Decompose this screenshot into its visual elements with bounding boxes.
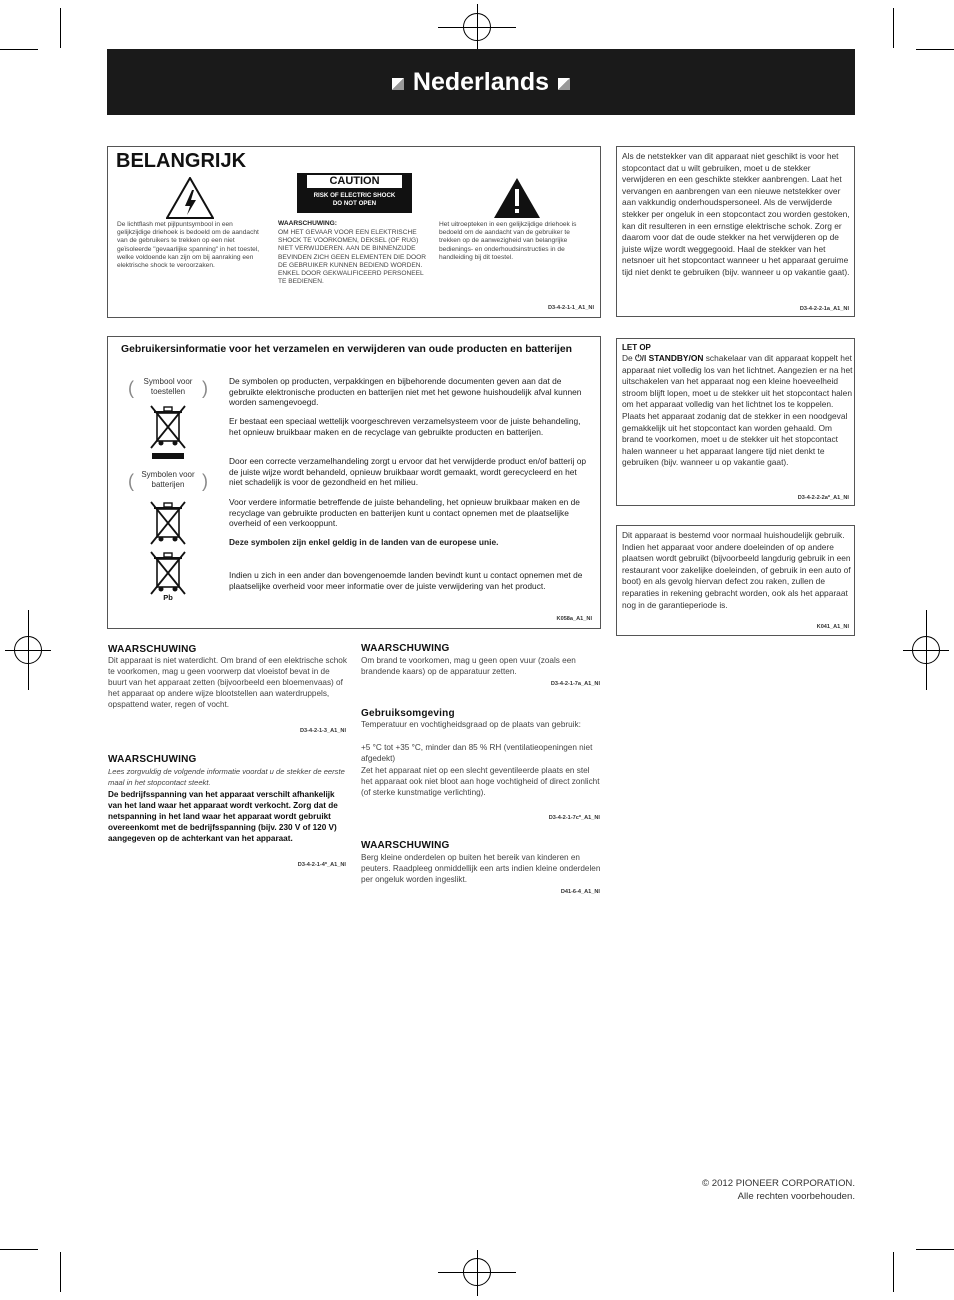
copyright-line: © 2012 PIONEER CORPORATION. [702,1178,855,1189]
reference-code: D3-4-2-1-7a_A1_Nl [550,681,600,687]
crossed-bin-icon [148,499,188,545]
warning-description: OM HET GEVAAR VOOR EEN ELEKTRISCHE SHOCK TE VOORKOMEN, DEKSEL (OF RUG) NIET VERWIJDEREN. AAN DE BINNENZIJDE BEVINDEN ZICH GEEN ELEMENTEN DIE DOOR DE GEBRUIKER KUNNEN BEDIEND WORDEN. ENKEL DOOR GEKWALIFICEERD PERSONEEL TE BEDIENEN. [278,229,427,286]
language-banner [107,49,855,115]
batteries-symbol-label: ( Symbolen voor batterijen ) [128,470,208,491]
recycling-paragraph-6: Indien u zich in een ander dan bovengenoemde landen bevindt kunt u contact opnemen met de plaatselijke overheid voor meer informatie over de juiste verwijdering van het product. [229,570,583,591]
rights-line: Alle rechten voorbehouden. [737,1191,855,1202]
lightning-description: De lichtflash met pijlpuntsymbool in een gelijkzijdige driehoek is bedoeld om de aandacht van de gebruikers te trekken op een niet geïsoleerde "gevaarlijke spanning" in het toestel, welke voldoende kan zijn om bij aanraking een elektrische shock te veroorzaken. [117,221,260,270]
recycling-paragraph-4: Voor verdere informatie betreffende de juiste behandeling, het opnieuw bruikbaar maken en de recyclage van gebruikte producten en batterijen kunt u contact opnemen met de plaatselijke overheid of een verkooppunt. [229,497,580,529]
reference-code: D3-4-2-1-7c*_A1_Nl [548,815,600,821]
voltage-warning-text: De bedrijfsspanning van het apparaat verschilt afhankelijk van het land waar het apparaat wordt verkocht. Zorg dat de netspanning in het land waar het apparaat wordt gebruikt overeenkomt met de bedrijfsspanning (bijv. 230 V of 120 V) aangegeven op de achterkant van het apparaat. [108,790,338,843]
waarschuwing-heading: WAARSCHUWING [108,754,197,765]
square-icon [558,78,570,90]
let-op-heading: LET OP [622,343,651,352]
language-title: Nederlands [412,67,550,96]
belangrijk-title: BELANGRIJK [116,150,247,172]
caution-subtext: RISK OF ELECTRIC SHOCK DO NOT OPEN [313,192,396,207]
square-icon [392,78,404,90]
waarschuwing-heading: WAARSCHUWING [361,840,450,851]
environment-text-2: +5 °C tot +35 °C, minder dan 85 % RH (ventilatieopeningen niet afgedekt) [361,743,593,763]
standby-text: De ⏻/I STANDBY/ON schakelaar van dit apparaat koppelt het apparaat niet volledig los van het lichtnet. Aangezien er na het uitschakelen van het apparaat nog een kleine hoeveelheid stroom blijft lopen, moet u de stekker uit het stopcontact halen om het apparaat volledig van het lichtnet los te koppelen. Plaats het apparaat zodanig dat de stekker in een noodgeval gemakkelijk uit het stopcontact kan worden gehaald. Om brand te voorkomen, moet u de stekker uit het stopcontact halen wanneer u het apparaat langere tijd niet denkt te gebruiken (bijv. wanneer u op vakantie gaat). [622,353,853,468]
reference-code: D41-6-4_A1_Nl [560,889,600,895]
caution-label [297,173,412,213]
belangrijk-box [107,146,601,318]
plug-info-box [616,146,855,317]
reference-code: D3-4-2-2-2a*_A1_Nl [797,495,849,501]
voltage-intro-text: Lees zorgvuldig de volgende informatie voordat u de stekker de eerste maal in het stopcontact steekt. [108,767,345,787]
recycling-paragraph-5: Deze symbolen zijn enkel geldig in de landen van de europese unie. [229,537,499,547]
reference-code: D3-4-2-1-4*_A1_Nl [297,862,346,868]
reference-code: D3-4-2-2-1a_A1_Nl [799,306,849,312]
waterproof-warning-text: Dit apparaat is niet waterdicht. Om brand of een elektrische schok te voorkomen, mag u geen voorwerp dat vloeistof bevat in de buurt van het apparaat zetten (bijvoorbeeld een bloemenvaas) of het apparaat op andere wijze blootstellen aan waterdruppels, opspattend water, regen of vocht. [108,656,347,709]
recycling-paragraph-2: Er bestaat een speciaal wettelijk voorgeschreven verzamelsysteem voor de juiste behandeling, het opnieuw bruikbaar maken en de recyclage van gebruikte producten en batterijen. [229,416,581,437]
environment-text-1: Temperatuur en vochtigheidsgraad op de plaats van gebruik: [361,720,581,729]
reference-code: K041_A1_Nl [816,624,849,630]
waarschuwing-heading: WAARSCHUWING [108,644,197,655]
waarschuwing-heading: WAARSCHUWING [361,643,450,654]
copyright-footer [600,1177,855,1203]
crossed-bin-icon [148,403,188,463]
recycling-title: Gebruikersinformatie voor het verzamelen en verwijderen van oude producten en batterijen [121,344,572,355]
household-use-box [616,525,855,636]
crossed-bin-icon [148,549,188,595]
caution-heading: CAUTION [307,175,402,188]
gebruiksomgeving-heading: Gebruiksomgeving [361,708,455,719]
small-parts-warning-text: Berg kleine onderdelen op buiten het bereik van kinderen en peuters. Raadpleeg onmiddellijk een arts indien kleine onderdelen per ongeluk worden ingeslikt. [361,853,601,884]
banner-title [107,49,855,115]
warning-heading: WAARSCHUWING: [278,220,337,227]
recycling-paragraph-1: De symbolen op producten, verpakkingen en bijbehorende documenten geven aan dat de gebruikte elektronische producten en batterijen niet met het gewone huishoudelijk afval kunnen worden samengevoegd. [229,376,582,408]
power-icon: ⏻/I [635,353,647,363]
reference-code: K058a_A1_Nl [556,616,592,622]
reference-code: D3-4-2-1-3_A1_Nl [299,728,346,734]
exclamation-warning-icon [493,177,541,219]
household-use-text: Dit apparaat is bestemd voor normaal huishoudelijk gebruik. Indien het apparaat voor andere doeleinden of op andere plaatsen wordt gebruikt (bijvoorbeeld langdurig gebruik in een restaurant voor zakelijke doeleinden, of gebruik in een auto of boot) en als gevolg hiervan defect zou raken, zullen de reparaties in rekening gebracht worden, ook als het apparaat nog in de garantieperiode is. [622,530,851,610]
lightning-warning-icon [166,177,214,219]
standby-box [616,338,855,506]
devices-symbol-label: ( Symbool voor toestellen ) [128,377,208,398]
open-fire-warning-text: Om brand te voorkomen, mag u geen open vuur (zoals een brandende kaars) op de apparatuur zetten. [361,656,576,676]
reference-code: D3-4-2-1-1_A1_Nl [547,305,594,311]
pb-label: Pb [163,593,173,602]
environment-text-3: Zet het apparaat niet op een slecht geventileerde plaats en stel het apparaat ook niet bloot aan hoge vochtigheid of direct zonlicht (of sterke kunstmatige verlichting). [361,766,600,797]
recycling-paragraph-3: Door een correcte verzamelhandeling zorgt u ervoor dat het verwijderde product en/of batterij op de juiste wijze wordt behandeld, opnieuw bruikbaar wordt gemaakt, wordt gerecycleerd en het niet schadelijk is voor de gezondheid en het milieu. [229,456,587,488]
exclamation-description: Het uitroepteken in een gelijkzijdige driehoek is bedoeld om de aandacht van de gebruiker te trekken op de aanwezigheid van belangrijke bedienings- en onderhoudsinstructies in de handleiding bij dit toestel. [439,221,577,261]
plug-info-text: Als de netstekker van dit apparaat niet geschikt is voor het stopcontact dat u wilt gebruiken, moet u de stekker verwijderen en een geschikte stekker aanbrengen. Laat het vervangen en aanbrengen van een nieuwe netstekker over aan vakkundig onderhoudspersoneel. Als de verwijderde stekker per ongeluk in een stopcontact zou worden gestoken, kan dit resulteren in een ernstige elektrische schok. Zorg er daarom voor dat de oude stekker na het verwijderen op de juiste wijze wordt weggegooid. Haal de stekker van het netsnoer uit het stopcontact wanneer u het apparaat geruime tijd niet denkt te gebruiken (bijv. wanneer u op vakantie gaat). [622,151,850,277]
recycling-box [107,336,601,629]
